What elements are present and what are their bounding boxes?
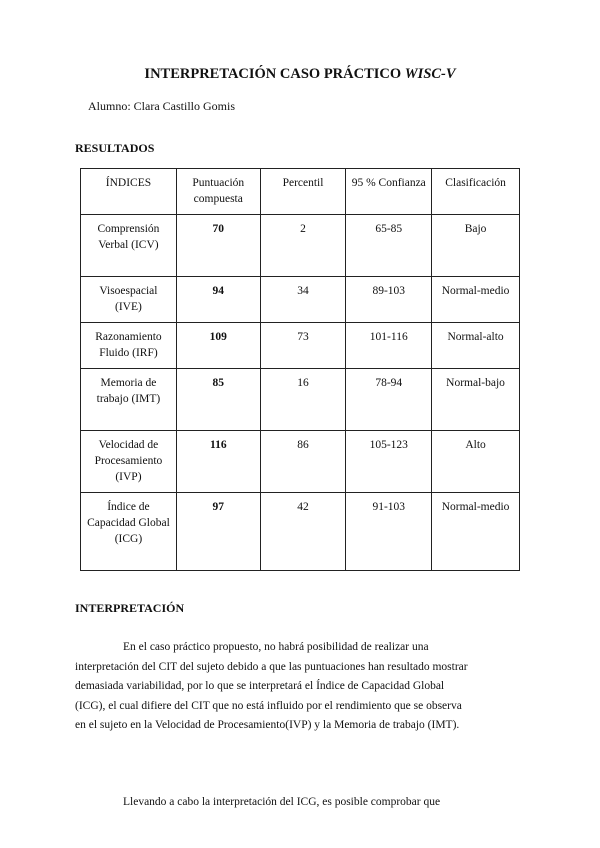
- row-percentile: 16: [260, 369, 346, 431]
- row-index: Índice de Capacidad Global (ICG): [81, 493, 177, 571]
- header-classification: Clasificación: [432, 169, 520, 215]
- row-percentile: 42: [260, 493, 346, 571]
- title-text: INTERPRETACIÓN CASO PRÁCTICO: [144, 66, 402, 82]
- interpretation-paragraph-2: Llevando a cabo la interpretación del ICG, es posible comprobar que: [123, 796, 441, 808]
- row-percentile: 73: [260, 323, 346, 369]
- table-row: [81, 323, 520, 369]
- row-score: 85: [176, 369, 260, 431]
- row-index: Comprensión Verbal (ICV): [81, 215, 177, 277]
- table-row: [81, 215, 520, 277]
- row-score: 97: [176, 493, 260, 571]
- header-indices: ÍNDICES: [81, 169, 177, 215]
- row-percentile: 86: [260, 431, 346, 493]
- table-row: [81, 431, 520, 493]
- row-confidence: 105-123: [346, 431, 432, 493]
- row-classification: Normal-medio: [432, 277, 520, 323]
- results-table: [80, 168, 520, 571]
- row-index: Memoria de trabajo (IMT): [81, 369, 177, 431]
- row-classification: Bajo: [432, 215, 520, 277]
- document-title: [0, 66, 600, 83]
- row-confidence: 78-94: [346, 369, 432, 431]
- row-classification: Normal-alto: [432, 323, 520, 369]
- row-classification: Alto: [432, 431, 520, 493]
- row-index: Visoespacial (IVE): [81, 277, 177, 323]
- header-score: Puntuación compuesta: [176, 169, 260, 215]
- header-confidence: 95 % Confianza: [346, 169, 432, 215]
- row-confidence: 91-103: [346, 493, 432, 571]
- row-score: 94: [176, 277, 260, 323]
- row-score: 109: [176, 323, 260, 369]
- interpretation-paragraph: En el caso práctico propuesto, no habrá posibilidad de realizar una interpretación del CIT del sujeto debido a que las puntuaciones han resultado mostrar demasiada variabilidad, por lo que se interpretará el Índice de Capacidad Global (ICG), el cual difiere del CIT que no está influido por el rendimiento que se observa en el sujeto en la Velocidad de Procesamiento(IVP) y la Memoria de trabajo (IMT).: [75, 641, 468, 731]
- table-row: [81, 369, 520, 431]
- row-confidence: 101-116: [346, 323, 432, 369]
- row-index: Velocidad de Procesamiento (IVP): [81, 431, 177, 493]
- row-confidence: 65-85: [346, 215, 432, 277]
- interpretation-heading: INTERPRETACIÓN: [75, 601, 185, 615]
- row-classification: Normal-medio: [432, 493, 520, 571]
- row-percentile: 34: [260, 277, 346, 323]
- row-index: Razonamiento Fluido (IRF): [81, 323, 177, 369]
- results-heading: RESULTADOS: [75, 141, 155, 155]
- table-header-row: [81, 169, 520, 215]
- row-confidence: 89-103: [346, 277, 432, 323]
- row-classification: Normal-bajo: [432, 369, 520, 431]
- row-score: 116: [176, 431, 260, 493]
- table-row: [81, 277, 520, 323]
- table-row: [81, 493, 520, 571]
- author-line: Alumno: Clara Castillo Gomis: [88, 99, 235, 113]
- row-percentile: 2: [260, 215, 346, 277]
- row-score: 70: [176, 215, 260, 277]
- header-percentile: Percentil: [260, 169, 346, 215]
- title-test-name: WISC-V: [404, 66, 456, 82]
